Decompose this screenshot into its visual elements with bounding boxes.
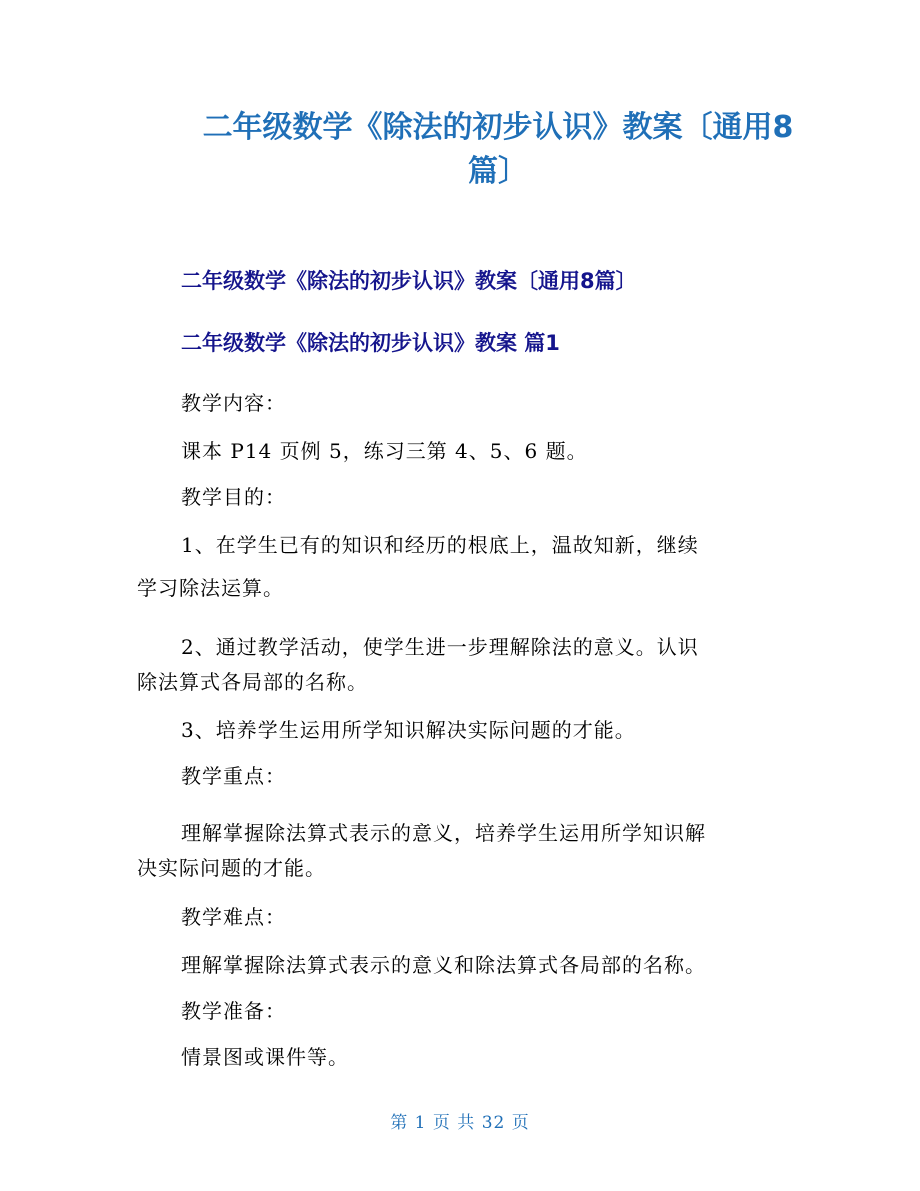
paragraph-key-points-line-1: 理解掌握除法算式表示的意义，培养学生运用所学知识解 [181, 821, 706, 845]
paragraph-difficulties-label: 教学难点： [181, 905, 286, 929]
paragraph-key-points-label: 教学重点： [181, 764, 286, 788]
paragraph-goal-2-line-2: 除法算式各局部的名称。 [137, 670, 368, 694]
paragraph-key-points-line-2: 决实际问题的才能。 [137, 856, 326, 880]
paragraph-teaching-goals-label: 教学目的： [181, 485, 286, 509]
paragraph-goal-1-line-1: 1、在学生已有的知识和经历的根底上，温故知新，继续 [181, 533, 699, 557]
paragraph-preparation: 情景图或课件等。 [181, 1045, 349, 1069]
paragraph-difficulties: 理解掌握除法算式表示的意义和除法算式各局部的名称。 [181, 953, 706, 977]
section-heading-overview: 二年级数学《除法的初步认识》教案〔通用8篇〕 [181, 269, 637, 293]
paragraph-teaching-content: 课本 P14 页例 5，练习三第 4、5、6 题。 [181, 439, 588, 463]
paragraph-goal-2-line-1: 2、通过教学活动，使学生进一步理解除法的意义。认识 [181, 635, 699, 659]
document-title-line-1: 二年级数学《除法的初步认识》教案〔通用8 [202, 110, 794, 145]
paragraph-goal-1-line-2: 学习除法运算。 [137, 576, 284, 600]
page-footer: 第 1 页 共 32 页 [390, 1113, 530, 1133]
paragraph-teaching-content-label: 教学内容： [181, 391, 286, 415]
section-heading-part-1: 二年级数学《除法的初步认识》教案 篇1 [181, 331, 560, 355]
paragraph-preparation-label: 教学准备： [181, 999, 286, 1023]
document-title-line-2: 篇〕 [468, 154, 528, 189]
paragraph-goal-3: 3、培养学生运用所学知识解决实际问题的才能。 [181, 718, 636, 742]
